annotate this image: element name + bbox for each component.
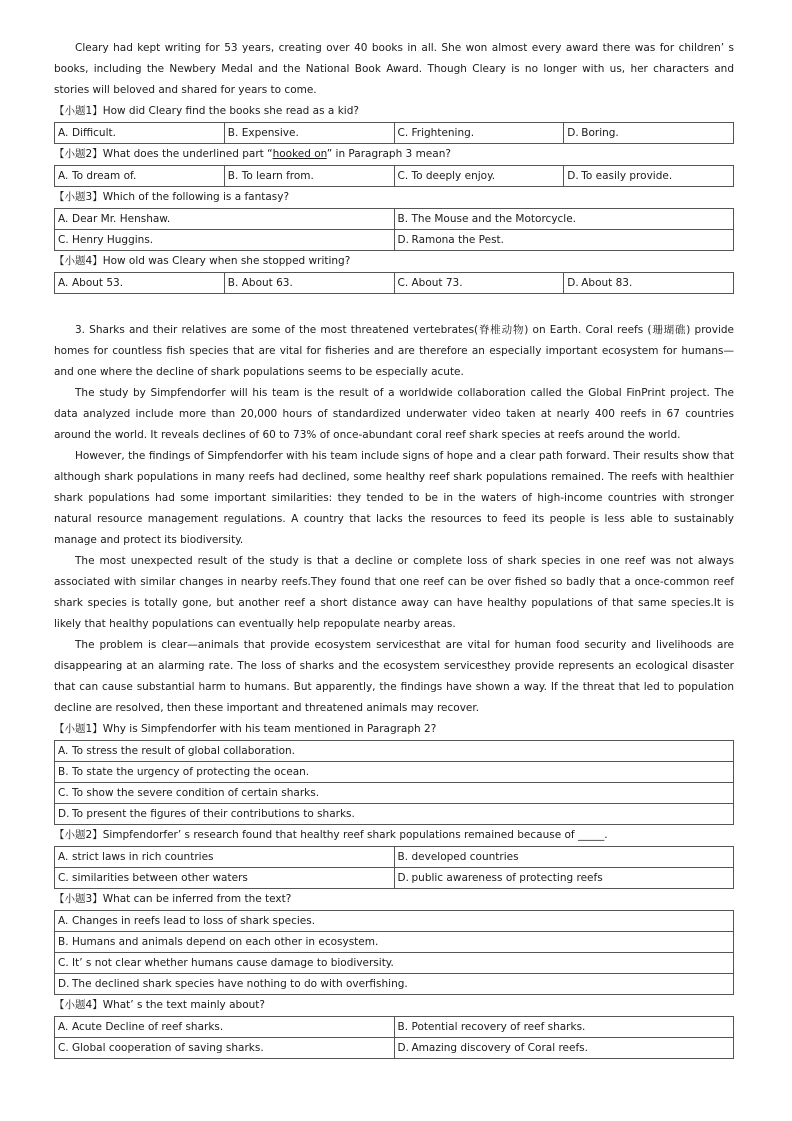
passage3-paragraph-4: The most unexpected result of the study is that a decline or complete loss of shark species in one reef was not always associated with similar changes in nearby reefs.They found that one reef can be over fished so badly that a once-common reef shark species is totally gone, but another reef a short distance away can have healthy populations of that same species.It is likely that healthy populations can eventually help repopulate nearby areas. <box>54 555 734 630</box>
options-table <box>54 1016 734 1059</box>
passage3-paragraph-3: However, the findings of Simpfendorfer with his team include signs of hope and a clear path forward. Their results show that although shark populations in many reefs had declined, some healthy reef shark populations remained. The reefs with healthier shark populations had some important similarities: they tended to be in the waters of high-income countries with stronger natural resource management regulations. A country that lacks the resources to feed its people is less able to sustainably manage and protect its biodiversity. <box>54 450 734 546</box>
option-a[interactable]: A. To stress the result of global collaboration. <box>55 741 734 762</box>
passage3-paragraph-5: The problem is clear—animals that provide ecosystem servicesthat are vital for human food security and livelihoods are disappearing at an alarming rate. The loss of sharks and the ecosystem servicesthey provide represents an ecological disaster that can cause substantial harm to humans. But apparently, the findings have shown a way. If the threat that led to population decline are resolved, then these important and threatened animals may recover. <box>54 639 734 714</box>
option-a[interactable]: A. Acute Decline of reef sharks. <box>55 1017 395 1038</box>
question-label: 【小题2】 <box>54 148 103 160</box>
option-a[interactable]: A. To dream of. <box>55 166 225 187</box>
question-stem: How did Cleary find the books she read as a kid? <box>102 105 359 117</box>
options-table <box>54 740 734 825</box>
option-b[interactable]: B. About 63. <box>224 273 394 294</box>
option-b[interactable]: B. The Mouse and the Motorcycle. <box>394 209 734 230</box>
option-a[interactable]: A. strict laws in rich countries <box>55 847 395 868</box>
question-label: 【小题4】 <box>54 999 103 1011</box>
option-b[interactable]: B. Humans and animals depend on each other in ecosystem. <box>55 932 734 953</box>
option-d[interactable]: D. public awareness of protecting reefs <box>394 868 734 889</box>
question-stem: Simpfendorfer’ s research found that healthy reef shark populations remained because of _____. <box>102 829 608 841</box>
options-table <box>54 165 734 187</box>
question-2-1 <box>54 719 734 740</box>
option-d[interactable]: D. To easily provide. <box>564 166 734 187</box>
options-table <box>54 846 734 889</box>
question-1-3 <box>54 187 734 208</box>
option-d[interactable]: D. Ramona the Pest. <box>394 230 734 251</box>
option-c[interactable]: C. Henry Huggins. <box>55 230 395 251</box>
question-stem: What’ s the text mainly about? <box>102 999 265 1011</box>
question-stem: Which of the following is a fantasy? <box>102 191 290 203</box>
options-table <box>54 272 734 294</box>
question-label: 【小题4】 <box>54 255 103 267</box>
section-gap <box>54 294 734 320</box>
options-table <box>54 208 734 251</box>
option-a[interactable]: A. Changes in reefs lead to loss of shark species. <box>55 911 734 932</box>
option-c[interactable]: C. To show the severe condition of certain sharks. <box>55 783 734 804</box>
option-b[interactable]: B. To state the urgency of protecting the ocean. <box>55 762 734 783</box>
option-c[interactable]: C. Frightening. <box>394 123 564 144</box>
question-1-2: 【小题2】What does the underlined part “hooked on” in Paragraph 3 mean? <box>54 148 451 160</box>
option-a[interactable]: A. Dear Mr. Henshaw. <box>55 209 395 230</box>
passage2-paragraph: Cleary had kept writing for 53 years, creating over 40 books in all. She won almost every award there was for children’ s books, including the Newbery Medal and the National Book Award. Though Cleary is no longer with us, her characters and stories will beloved and shared for years to come. <box>54 42 734 96</box>
passage3-paragraph-1: 3. Sharks and their relatives are some of the most threatened vertebrates(脊椎动物) on Earth. Coral reefs (珊瑚礁) provide homes for countless fish species that are vital for fisheries and are therefore an especially important ecosystem for humans—and one where the decline of shark populations seems to be especially acute. <box>54 324 734 378</box>
option-d[interactable]: D. Boring. <box>564 123 734 144</box>
option-c[interactable]: C. It’ s not clear whether humans cause damage to biodiversity. <box>55 953 734 974</box>
question-label: 【小题1】 <box>54 105 103 117</box>
option-b[interactable]: B. Potential recovery of reef sharks. <box>394 1017 734 1038</box>
option-b[interactable]: B. developed countries <box>394 847 734 868</box>
option-d[interactable]: D. About 83. <box>564 273 734 294</box>
question-label: 【小题3】 <box>54 893 103 905</box>
option-c[interactable]: C. Global cooperation of saving sharks. <box>55 1038 395 1059</box>
option-c[interactable]: C. To deeply enjoy. <box>394 166 564 187</box>
option-d[interactable]: D. To present the figures of their contributions to sharks. <box>55 804 734 825</box>
question-stem: Why is Simpfendorfer with his team mentioned in Paragraph 2? <box>102 723 437 735</box>
question-label: 【小题2】 <box>54 829 103 841</box>
question-1-1 <box>54 101 734 122</box>
question-2-4 <box>54 995 734 1016</box>
option-d[interactable]: D. The declined shark species have nothing to do with overfishing. <box>55 974 734 995</box>
option-c[interactable]: C. About 73. <box>394 273 564 294</box>
question-stem: What can be inferred from the text? <box>102 893 292 905</box>
option-b[interactable]: B. Expensive. <box>224 123 394 144</box>
options-table <box>54 910 734 995</box>
option-c[interactable]: C. similarities between other waters <box>55 868 395 889</box>
underlined-phrase: hooked on <box>272 148 327 160</box>
passage3-paragraph-2: The study by Simpfendorfer will his team is the result of a worldwide collaboration called the Global FinPrint project. The data analyzed include more than 20,000 hours of standardized underwater video taken at nearly 400 reefs in 67 countries around the world. It reveals declines of 60 to 73% of once-abundant coral reef shark species at reefs around the world. <box>54 387 734 441</box>
question-label: 【小题1】 <box>54 723 103 735</box>
exam-page <box>54 38 734 1059</box>
question-2-2 <box>54 825 734 846</box>
question-stem: How old was Cleary when she stopped writing? <box>102 255 351 267</box>
options-table <box>54 122 734 144</box>
option-d[interactable]: D. Amazing discovery of Coral reefs. <box>394 1038 734 1059</box>
option-b[interactable]: B. To learn from. <box>224 166 394 187</box>
option-a[interactable]: A. Difficult. <box>55 123 225 144</box>
question-2-3 <box>54 889 734 910</box>
question-1-4 <box>54 251 734 272</box>
option-a[interactable]: A. About 53. <box>55 273 225 294</box>
question-label: 【小题3】 <box>54 191 103 203</box>
